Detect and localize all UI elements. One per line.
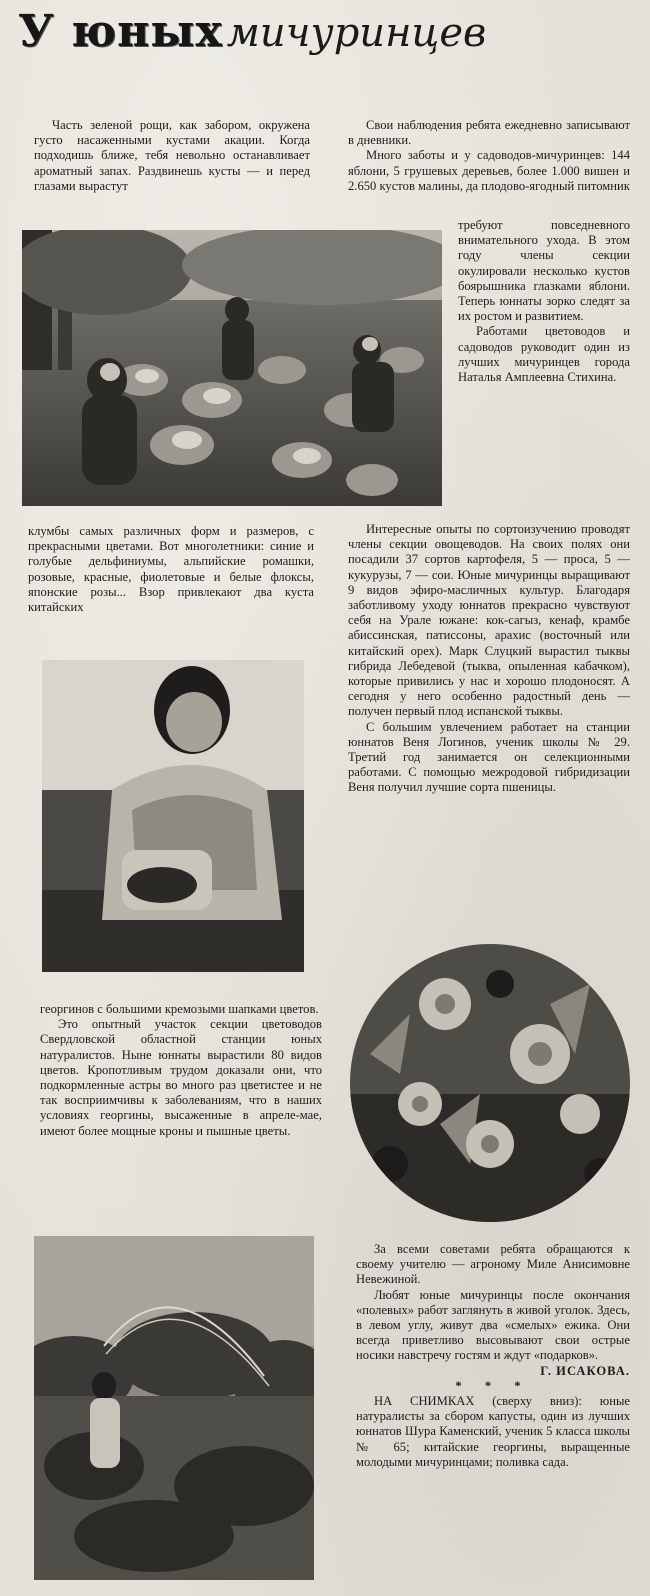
article-left-mid	[28, 524, 314, 615]
article-right-top	[348, 118, 630, 194]
photo-caption: НА СНИМКАХ (сверху вниз): юные натуралисты за сбором капусты, один из лучших юннатов Шура Каменский, ученик 5 класса школы № 65; китайские георгины, выращенные молодыми мичуринцами; поливка сада.	[356, 1394, 630, 1469]
paragraph: Свои наблюдения ребята ежедневно записывают в дневники.	[348, 118, 630, 148]
paragraph: Работами цветоводов и садоводов руководит один из лучших мичуринцев города Наталья Амплеевна Стихина.	[458, 324, 630, 385]
headline-part2: мичуринцев	[226, 10, 487, 56]
photo-cabbage-harvest	[22, 230, 442, 506]
paragraph: Интересные опыты по сортоизучению проводят члены секции овощеводов. На своих полях они посадили 37 сортов картофеля, 5 — проса, 5 — кукурузы, 7 — сои. Юные мичуринцы выращивают 9 видов эфиро-масличных культур. Благодаря заботливому уходу юннатов прекрасно чувствуют себя на Урале южане: кок-сагыз, кенаф, крамбе абиссинская, патиссоны, арахис (восточный или китайский орех). Марк Слуцкий вырастил тыквы гибрида Лебедевой (тыква, опыленная кабачком), которые привились у нас и хорошо плодоносят. А сегодня у него особенно радостный день — получен первый плод испанской тыквы.	[348, 522, 630, 719]
paragraph: За всеми советами ребята обращаются к своему учителю — агроному Миле Анисимовне Невежиной.	[356, 1242, 630, 1287]
photo-watering-garden	[34, 1236, 314, 1580]
headline	[18, 6, 628, 86]
article-right-narrow	[458, 218, 630, 385]
paragraph: требуют повседневного внимательного ухода. В этом году члены секции окулировали несколько кустов боярышника глазками яблони. Теперь юннаты зорко следят за их ростом и развитием.	[458, 218, 630, 324]
paragraph: Это опытный участок секции цветоводов Свердловской областной станции юных натуралистов. Ныне юннаты вырастили 80 видов цветов. Кропотливым трудом доказали они, что подкормленные астры во много раз цветистее и не так восприимчивы к заболеваниям, что в наших условиях георгины, высаженные в апреле-мае, имеют более мощные кроны и пышные цветы.	[40, 1017, 322, 1138]
paragraph: клумбы самых различных форм и размеров, с прекрасными цветами. Вот многолетники: синие и голубые дельфиниумы, альпийские ромашки, розовые, красные, фиолетовые и белые флоксы, японские розы... Взор привлекают два куста китайских	[28, 524, 314, 615]
photo-chinese-dahlias	[350, 944, 630, 1222]
article-right-mid	[348, 522, 630, 796]
paragraph: георгинов с большими кремозыми шапками цветов.	[40, 1002, 319, 1016]
article-left-top	[34, 118, 310, 194]
author-signature: Г. ИСАКОВА.	[540, 1363, 630, 1378]
article-right-bottom	[356, 1242, 630, 1470]
photo-young-naturalist	[42, 660, 304, 972]
paragraph: Любят юные мичуринцы после окончания «полевых» работ заглянуть в живой уголок. Здесь, в левом углу, живут два «смелых» ежика. Они всегда приветливо высовывают свои острые носики навстречу гостям и ждут «подарков».	[356, 1287, 630, 1363]
separator-stars: * * *	[455, 1378, 531, 1393]
article-left-lower	[40, 1002, 322, 1139]
paragraph: С большим увлечением работает на станции юннатов Веня Логинов, ученик школы № 29. Третий год занимается он селекционными работами. С помощью межродовой гибридизации Веня получил лучшие сорта пшеницы.	[348, 719, 630, 795]
paragraph: Много заботы и у садоводов-мичуринцев: 144 яблони, 5 грушевых деревьев, более 1.000 вишен и 2.650 кустов малины, да плодово-ягодный питомник	[348, 148, 630, 193]
paragraph: Часть зеленой рощи, как забором, окружена густо насаженными кустами акации. Когда подходишь ближе, тебя невольно останавливает ароматный запах. Раздвинешь кусты — и перед глазами вырастут	[34, 118, 310, 193]
headline-part1: У юных	[18, 6, 223, 57]
